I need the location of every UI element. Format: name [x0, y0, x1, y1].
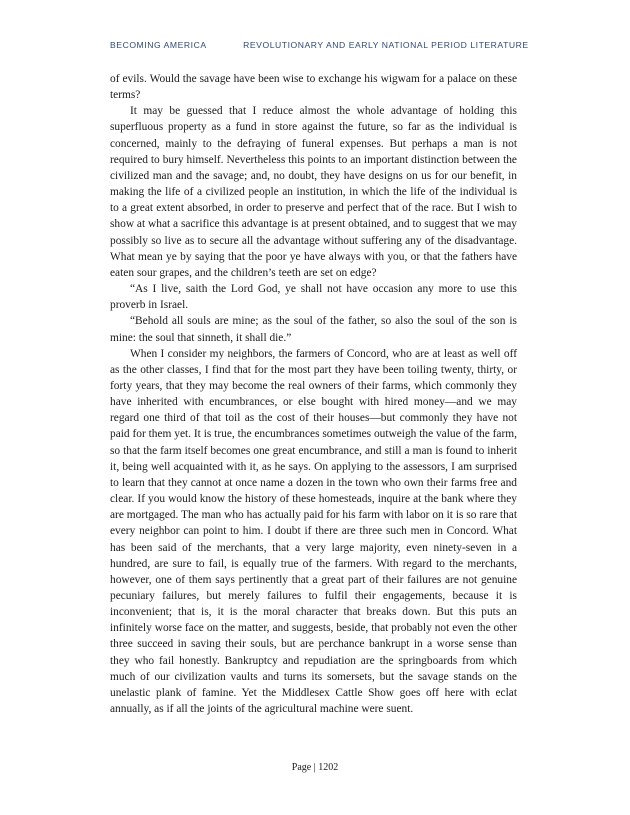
header-section-title: REVOLUTIONARY AND EARLY NATIONAL PERIOD LITERATURE [243, 40, 529, 50]
paragraph: When I consider my neighbors, the farmers of Concord, who are at least as well off as the other classes, I find that for the most part they have been toiling twenty, thirty, or forty years, that they may become the real owners of their farms, which commonly they have inherited with encumbrances, or else bought with hired money—and we may regard one third of that toil as the cost of their houses—but commonly they have not paid for them yet. It is true, the encumbrances sometimes outweigh the value of the farm, so that the farm itself becomes one great encumbrance, and still a man is found to inherit it, being well acquainted with it, as he says. On applying to the assessors, I am surprised to learn that they cannot at once name a dozen in the town who own their farms free and clear. If you would know the history of these homesteads, inquire at the bank where they are mortgaged. The man who has actually paid for his farm with labor on it is so rare that every neighbor can point to him. I doubt if there are three such men in Concord. What has been said of the merchants, that a very large majority, even ninety-seven in a hundred, are sure to fail, is equally true of the farmers. With regard to the merchants, however, one of them says pertinently that a great part of their failures are not genuine pecuniary failures, but merely failures to fulfil their engagements, because it is inconvenient; that is, it is the moral character that breaks down. But this puts an infinitely worse face on the matter, and suggests, beside, that probably not even the other three succeed in saving their souls, but are perchance bankrupt in a worse sense than they who fail honestly. Bankruptcy and repudiation are the springboards from which much of our civilization vaults and turns its somersets, but the savage stands on the unelastic plank of famine. Yet the Middlesex Cattle Show goes off here with eclat annually, as if all the joints of the agricultural machine were suent. [110, 347, 517, 716]
page-number: Page | 1202 [291, 762, 339, 773]
paragraph-quote: “Behold all souls are mine; as the soul of the father, so also the soul of the son is mine: the soul that sinneth, it shall die.” [110, 315, 517, 344]
paragraph-quote: “As I live, saith the Lord God, ye shall not have occasion any more to use this proverb in Israel. [110, 283, 517, 312]
paragraph-continued: of evils. Would the savage have been wise to exchange his wigwam for a palace on these terms? [110, 73, 517, 102]
running-header [110, 40, 530, 50]
body-text [110, 71, 517, 717]
header-book-title: BECOMING AMERICA [110, 40, 207, 50]
paragraph: It may be guessed that I reduce almost the whole advantage of holding this superfluous property as a fund in store against the future, so far as the individual is concerned, mainly to the defraying of funeral expenses. But perhaps a man is not required to bury himself. Nevertheless this points to an important distinction between the civilized man and the savage; and, no doubt, they have designs on us for our benefit, in making the life of a civilized people an institution, in which the life of the individual is to a great extent absorbed, in order to preserve and perfect that of the race. But I wish to show at what a sacrifice this advantage is at present obtained, and to suggest that we may possibly so live as to secure all the advantage without suffering any of the disadvantage. What mean ye by saying that the poor ye have always with you, or that the fathers have eaten sour grapes, and the children’s teeth are set on edge? [110, 105, 517, 279]
